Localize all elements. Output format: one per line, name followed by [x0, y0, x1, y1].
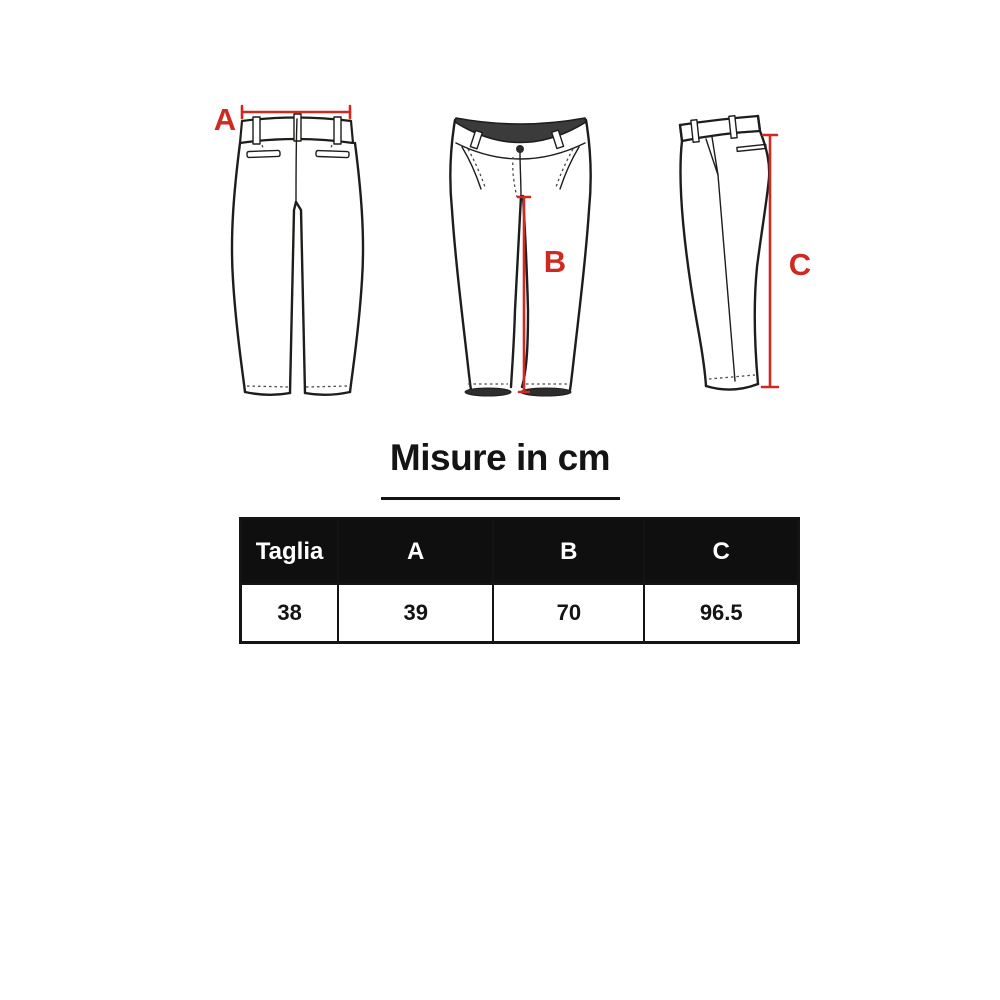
back-seam	[755, 116, 769, 384]
left-inseam	[290, 202, 296, 393]
cell-measure-c: 96.5	[644, 584, 798, 643]
pants-front-view	[440, 105, 625, 410]
right-outseam	[350, 143, 363, 392]
left-pocket-opening	[462, 147, 481, 189]
pants-side-view	[650, 105, 850, 410]
left-hem	[245, 392, 290, 395]
side-length-line	[762, 135, 778, 387]
pants-side-outline	[680, 116, 769, 390]
measure-label-a: A	[213, 102, 237, 137]
size-table-row	[241, 584, 799, 643]
cell-taglia: 38	[241, 584, 339, 643]
left-inseam	[511, 196, 521, 387]
belt-loop	[334, 117, 341, 144]
right-pocket-opening	[560, 147, 579, 189]
crease-line	[718, 175, 735, 381]
column-header-a: A	[338, 519, 493, 585]
back-pocket	[247, 150, 280, 157]
hem-stitch	[247, 386, 348, 387]
page-title: Misure in cm	[389, 437, 611, 478]
left-cuff	[465, 388, 511, 396]
left-outseam	[232, 143, 245, 392]
button	[516, 145, 524, 153]
pants-front-outline	[450, 118, 590, 396]
belt-loop	[253, 117, 260, 144]
back-pocket	[737, 144, 766, 151]
cell-measure-b: 70	[493, 584, 644, 643]
pants-back-outline	[232, 114, 363, 395]
size-table	[239, 517, 800, 644]
right-hem	[305, 392, 350, 395]
back-pocket	[316, 150, 349, 157]
column-header-b: B	[493, 519, 644, 585]
front-seam	[680, 125, 706, 386]
column-header-taglia: Taglia	[241, 519, 339, 585]
hem-stitch	[709, 375, 755, 379]
left-outseam	[450, 120, 471, 390]
hem	[706, 384, 758, 390]
column-header-c: C	[644, 519, 798, 585]
pants-back-view-drawing	[190, 95, 370, 405]
size-table-header-row	[241, 519, 799, 585]
fly-detail	[706, 137, 718, 175]
measure-label-b: B	[543, 244, 567, 279]
fly-stitch	[513, 157, 517, 197]
pants-back-view	[190, 95, 370, 410]
right-inseam	[296, 202, 305, 393]
center-seam	[296, 119, 297, 202]
pants-side-view-drawing	[650, 105, 850, 405]
measure-label-c: C	[788, 247, 812, 282]
title-underline	[381, 497, 620, 500]
cell-measure-a: 39	[338, 584, 493, 643]
pants-front-view-drawing	[440, 105, 625, 405]
belt-loop	[294, 114, 301, 141]
right-outseam	[570, 120, 591, 390]
belt-loop	[470, 130, 482, 148]
